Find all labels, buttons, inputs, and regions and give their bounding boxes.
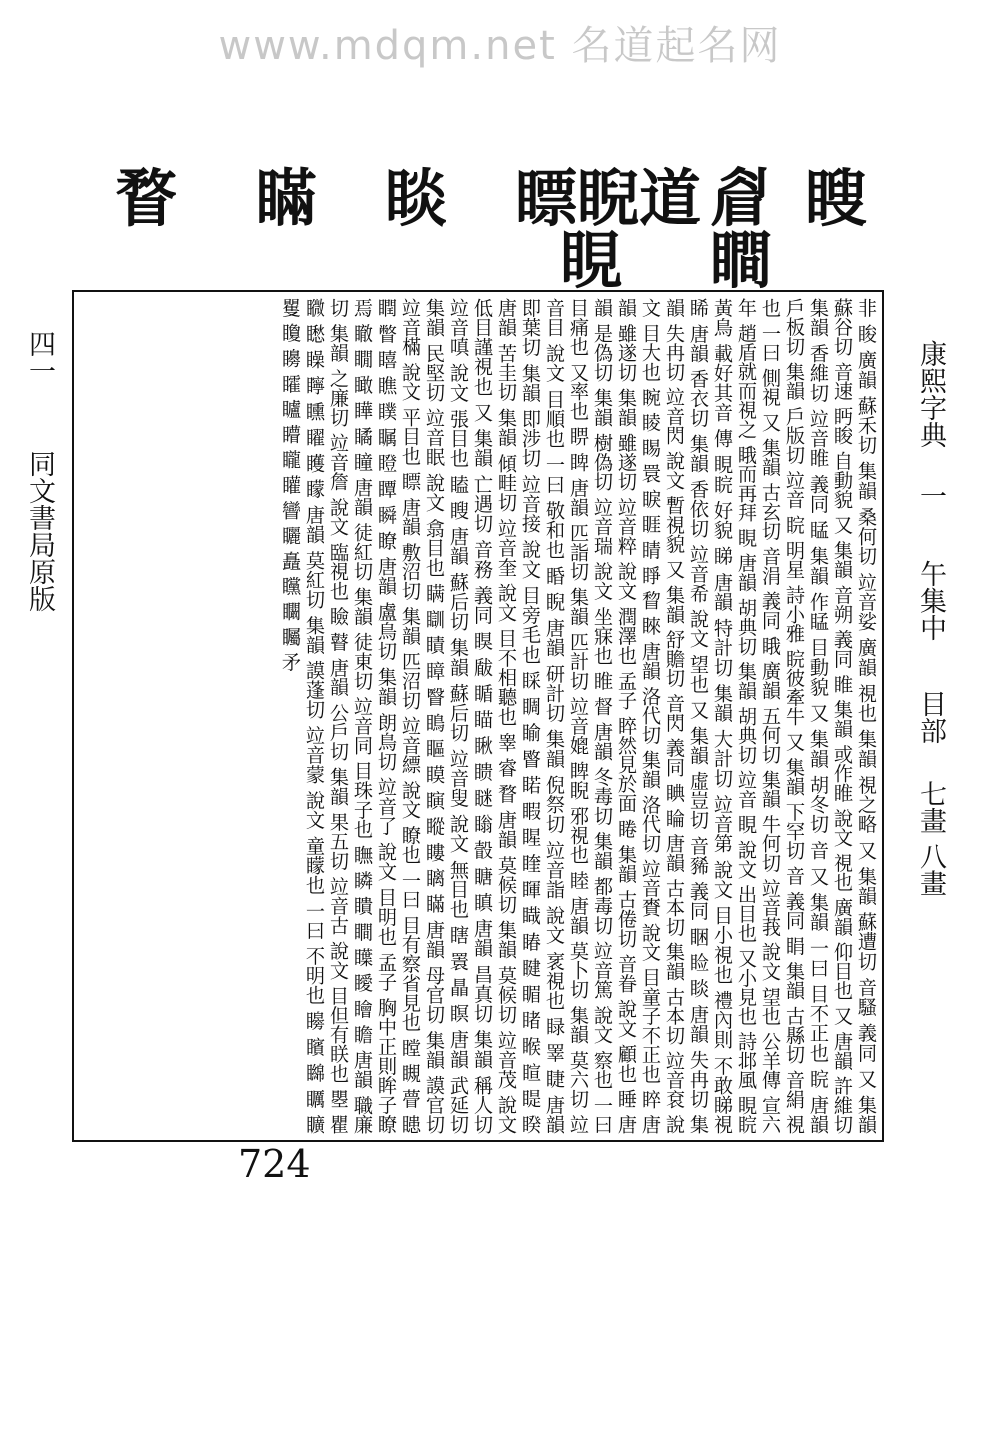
- volume-number: 一: [915, 482, 946, 509]
- dictionary-entries: 非 睃 廣韻 蘇禾切 集韻 桑何切 竝音娑 廣韻 視也 集韻 視之略 又 集韻 蘇遭切 音騷 義同 又 集韻 蘇谷切 音速 眄睃 自動貌 又 集韻 音朔 義同 睢 集韻 或作睢 說文 視也 廣韻 仰目也 又 唐韻 許維切 集韻 香維切 竝音睢 義同 䁅 集韻 作䁅 目動貌 又 集韻 胡冬切 音 又 集韻 一曰 目不正也 睆 唐韻 戶板切 集韻 戶版切 竝音 睆 明星 詩小雅 睆彼牽牛 又 集韻 下罕切 音 義同 睊 集韻 古縣切 音絹 視也 一曰 側視 又 集韻 古玄切 音涓 義同 睋 廣韻 五何切 集韻 牛何切 竝音莪 說文 望也 公羊傳 宣六年 趙盾就而視之 睋而再拜 睍 唐韻 胡典切 集韻 胡典切 竝音 睍 說文 出目也 又小見也 詩邶風 睍睆黃鳥 載好其音 傳 睍睆 好貌 睇 唐韻 特計切 集韻 大計切 竝音第 說文 目小視也 禮內則 不敢睇視 睎 唐韻 香衣切 集韻 香依切 竝音希 說文 望也 又 集韻 虛豈切 音豨 義同 睏 睑 睒 唐韻 失冉切 集韻 失冉切 竝音閃 說文 暫視貌 又 集韻 舒贍切 音閃 義同 睓 睔 唐韻 古本切 集韻 古本切 竝音袞 說文 目大也 睕 睖 睗 睘 睙 睚 睛 睜 睝 睞 唐韻 洛代切 集韻 洛代切 竝音賚 說文 目童子不正也 睟 唐韻 雖遂切 集韻 雖遂切 竝音粹 說文 潤澤也 孟子 睟然見於面 睠 集韻 古倦切 音眷 說文 顧也 睡 唐韻 是偽切 集韻 樹偽切 竝音瑞 說文 坐寐也 睢 督 唐韻 冬毒切 集韻 都毒切 竝音篤 說文 察也 一曰 目痛也 又率也 睤 睥 唐韻 匹詣切 集韻 匹計切 竝音媲 睥睨 邪視也 睦 唐韻 莫卜切 集韻 莫六切 竝音目 說文 目順也 一曰 敬和也 睧 睨 唐韻 研計切 集韻 倪祭切 竝音詣 說文 衺視也 睩 睪 睫 唐韻 即葉切 集韻 即涉切 竝音接 說文 目旁毛也 睬 睭 睮 睯 睰 睱 睲 睳 睴 睵 睶 睷 睸 睹 睺 睻 睼 睽 唐韻 苦圭切 集韻 傾畦切 竝音奎 說文 目不相聽也 睾 睿 瞀 唐韻 莫候切 集韻 莫候切 竝音茂 說文 低目謹視也 又 集韻 亡遇切 音務 義同 瞁 瞂 瞃 瞄 瞅 瞆 瞇 瞈 瞉 瞊 瞋 唐韻 昌真切 集韻 稱人切 竝音嗔 說文 張目也 瞌 瞍 唐韻 蘇后切 集韻 蘇后切 竝音叟 說文 無目也 瞎 瞏 瞐 瞑 唐韻 武延切 集韻 民堅切 竝音眠 說文 翕目也 瞒 瞓 瞔 瞕 瞖 瞗 瞘 瞙 瞚 瞛 瞜 瞝 瞞 唐韻 母官切 集韻 謨官切 竝音樠 說文 平目也 瞟 唐韻 敷沼切 集韻 匹沼切 竝音縹 說文 瞭也 一曰 目有察省見也 瞠 瞡 瞢 瞣 瞤 瞥 瞦 瞧 瞨 瞩 瞪 瞫 瞬 瞭 唐韻 盧鳥切 集韻 朗鳥切 竝音了 說文 目明也 孟子 胸中正則眸子瞭焉 瞮 瞯 瞰 瞱 瞲 瞳 唐韻 徒紅切 集韻 徒東切 竝音同 目珠子也 瞴 瞵 瞶 瞷 瞸 瞹 瞺 瞻 唐韻 職廉切 集韻 之廉切 竝音詹 說文 臨視也 瞼 瞽 唐韻 公戶切 集韻 果五切 竝音古 說文 目但有眹也 瞾 瞿 矀 矁 矂 矃 矄 矅 矆 矇 唐韻 莫紅切 集韻 謨蓬切 竝音蒙 說文 童矇也 一曰 不明也 矈 矉 矊 矋 矌 矍 矎 矏 矐 矑 矒 矓 矔 矕 矖 矗 矘 矙 矚 矛: [279, 298, 878, 1134]
- seal-glyph: 瞷: [710, 224, 773, 297]
- book-title: 康熙字典: [915, 340, 946, 448]
- seal-glyph: 瞟睨道: [515, 162, 702, 235]
- side-margin-right: [895, 290, 975, 1138]
- side-margin-left: [8, 330, 72, 970]
- publisher-label: 同文書局原版: [24, 450, 55, 612]
- page-number: 724: [238, 1142, 311, 1186]
- site-watermark: www.mdqm.net 名道起名网: [218, 23, 782, 69]
- seal-glyph: 瞍: [805, 162, 868, 235]
- seal-glyph: 睒: [385, 162, 448, 235]
- seal-glyph: 睍: [560, 224, 623, 297]
- seal-glyph: 瞞: [255, 162, 318, 235]
- radical-label: 目部: [915, 690, 946, 744]
- seal-glyph: 瞀: [115, 162, 178, 235]
- stroke-count-label: 七畫 八畫: [915, 780, 946, 897]
- seal-script-row: [105, 162, 885, 298]
- collection-label: 午集中: [915, 560, 946, 641]
- dictionary-text-block: [72, 290, 884, 1142]
- seal-glyph: 睂: [710, 162, 773, 235]
- folio-number: 四一: [24, 330, 55, 384]
